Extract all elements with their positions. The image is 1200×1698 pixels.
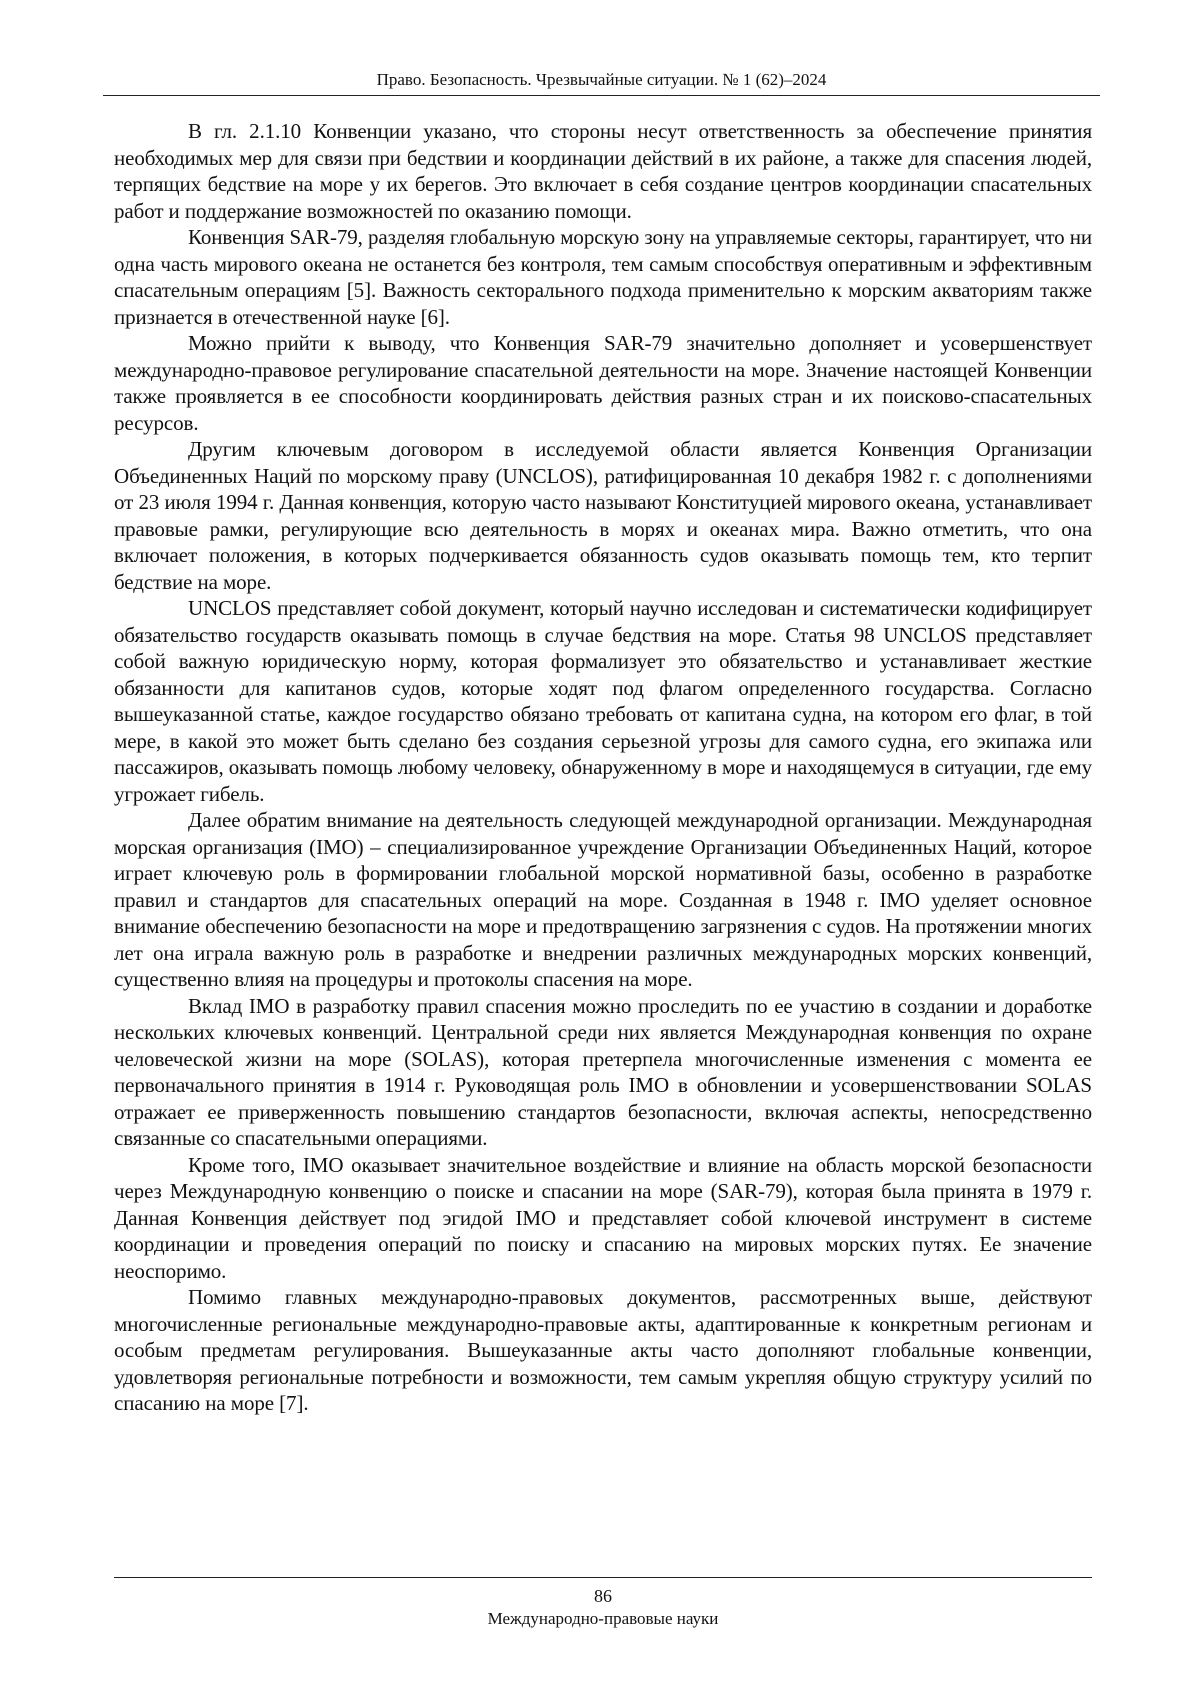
paragraph: UNCLOS представляет собой документ, который научно исследован и систематически кодифицирует обязательство государств оказывать помощь в случае бедствия на море. Статья 98 UNCLOS представляет собой важную юридическую норму, которая формализует это обязательство и устанавливает жесткие обязанности для капитанов судов, которые ходят под флагом определенного государства. Согласно вышеуказанной статье, каждое государство обязано требовать от капитана судна, на котором его флаг, в той мере, в какой это может быть сделано без создания серьезной угрозы для самого судна, его экипажа или пассажиров, оказывать помощь любому человеку, обнаруженному в море и находящемуся в ситуации, где ему угрожает гибель. — [114, 596, 1092, 806]
paragraph: Конвенция SAR-79, разделяя глобальную морскую зону на управляемые секторы, гарантирует, что ни одна часть мирового океана не останется без контроля, тем самым способствуя оперативным и эффективным спасательным операциям [5]. Важность секторального подхода применительно к морским акваториям также признается в отечественной науке [6]. — [114, 225, 1092, 329]
header-divider — [103, 95, 1100, 96]
footer-section-title: Международно-правовые науки — [487, 1609, 719, 1628]
page-number: 86 — [594, 1586, 612, 1606]
paragraph: Вклад IMO в разработку правил спасения можно проследить по ее участию в создании и доработке нескольких ключевых конвенций. Центральной среди них является Международная конвенция по охране человеческой жизни на море (SOLAS), которая претерпела многочисленные изменения с момента ее первоначального принятия в 1914 г. Руководящая роль IMO в обновлении и усовершенствовании SOLAS отражает ее приверженность повышению стандартов безопасности, включая аспекты, непосредственно связанные со спасательными операциями. — [114, 993, 1092, 1150]
paragraph: Далее обратим внимание на деятельность следующей международной организации. Международная морская организация (IMO) – специализированное учреждение Организации Объединенных Наций, которое играет ключевую роль в формировании глобальной морской нормативной базы, особенно в разработке правил и стандартов для спасательных операций на море. Созданная в 1948 г. IMO уделяет основное внимание обеспечению безопасности на море и предотвращению загрязнения с судов. На протяжении многих лет она играла важную роль в разработке и внедрении различных международных морских конвенций, существенно влияя на процедуры и протоколы спасения на море. — [114, 808, 1092, 991]
paragraph: В гл. 2.1.10 Конвенции указано, что стороны несут ответственность за обеспечение принятия необходимых мер для связи при бедствии и координации действий в их районе, а также для спасения людей, терпящих бедствие на море у их берегов. Это включает в себя создание центров координации спасательных работ и поддержание возможностей по оказанию помощи. — [114, 119, 1092, 223]
running-header: Право. Безопасность. Чрезвычайные ситуации. № 1 (62)–2024 — [376, 70, 827, 89]
paragraph: Кроме того, IMO оказывает значительное воздействие и влияние на область морской безопасности через Международную конвенцию о поиске и спасании на море (SAR-79), которая была принята в 1979 г. Данная Конвенция действует под эгидой IMO и представляет собой ключевой инструмент в системе координации и проведения операций по поиску и спасанию на мировых морских путях. Ее значение неоспоримо. — [114, 1152, 1092, 1283]
article-body — [114, 118, 1092, 1417]
footer-divider — [114, 1577, 1092, 1578]
paragraph: Можно прийти к выводу, что Конвенция SAR-79 значительно дополняет и усовершенствует международно-правовое регулирование спасательной деятельности на море. Значение настоящей Конвенции также проявляется в ее способности координировать действия разных стран и их поисково-спасательных ресурсов. — [114, 331, 1092, 435]
paragraph: Другим ключевым договором в исследуемой области является Конвенция Организации Объединенных Наций по морскому праву (UNCLOS), ратифицированная 10 декабря 1982 г. с дополнениями от 23 июля 1994 г. Данная конвенция, которую часто называют Конституцией мирового океана, устанавливает правовые рамки, регулирующие всю деятельность в морях и океанах мира. Важно отметить, что она включает положения, в которых подчеркивается обязанность судов оказывать помощь тем, кто терпит бедствие на море. — [114, 437, 1092, 594]
paragraph: Помимо главных международно-правовых документов, рассмотренных выше, действуют многочисленные региональные международно-правовые акты, адаптированные к конкретным регионам и особым предметам регулирования. Вышеуказанные акты часто дополняют глобальные конвенции, удовлетворяя региональные потребности и возможности, тем самым укрепляя общую структуру усилий по спасанию на море [7]. — [114, 1285, 1092, 1415]
